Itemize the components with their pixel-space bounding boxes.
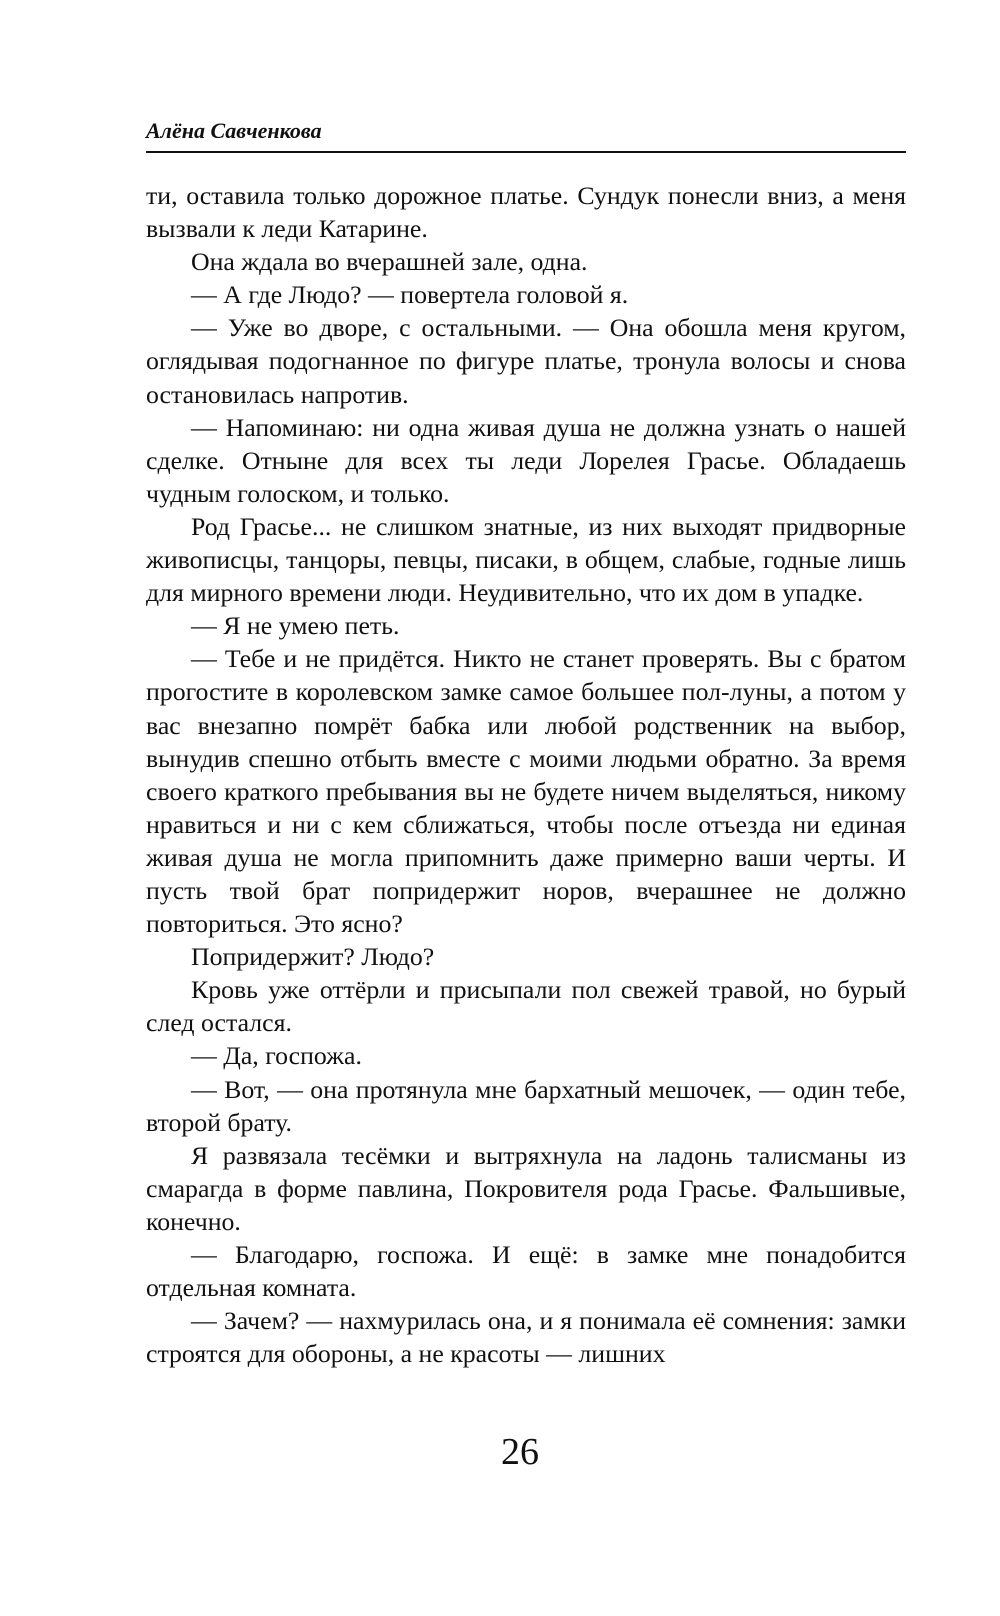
paragraph: — Вот, — она протянула мне бархатный мешочек, — один тебе, второй брату. xyxy=(146,1074,906,1137)
paragraph: — Зачем? — нахмурилась она, и я понимала её сомнения: замки строятся для обороны, а не красоты — лишних xyxy=(146,1306,906,1369)
paragraph: Кровь уже оттёрли и присыпали пол свежей травой, но бурый след остался. xyxy=(146,975,906,1038)
paragraph: — Да, госпожа. xyxy=(191,1041,362,1071)
paragraph: Попридержит? Людо? xyxy=(191,942,435,972)
page-number: 26 xyxy=(501,1431,539,1473)
paragraph: — Благодарю, госпожа. И ещё: в замке мне понадобится отдельная комната. xyxy=(146,1240,906,1303)
paragraph: — Тебе и не придётся. Никто не станет проверять. Вы с братом прогостите в королевском замке самое большее пол-луны, а потом у вас внезапно помрёт бабка или любой родственник на выбор, вынудив спешно отбыть вместе с моими людьми обратно. За время своего краткого пребывания вы не будете ничем выделяться, никому нравиться и ни с кем сближаться, чтобы после отъезда ни единая живая душа не могла припомнить даже примерно ваши черты. И пусть твой брат попридержит норов, вчерашнее не должно повториться. Это ясно? xyxy=(146,644,906,939)
paragraph: Она ждала во вчерашней зале, одна. xyxy=(191,247,588,277)
header-rule xyxy=(146,151,906,153)
paragraph: — Я не умею петь. xyxy=(191,611,400,641)
paragraph: — Уже во дворе, с остальными. — Она обошла меня кругом, оглядывая подогнанное по фигуре платье, тронула волосы и снова остановилась напротив. xyxy=(146,313,906,409)
paragraph: Я развязала тесёмки и вытряхнула на ладонь талисманы из смарагда в форме павлина, Покровителя рода Грасье. Фальшивые, конечно. xyxy=(146,1140,906,1236)
paragraph: ти, оставила только дорожное платье. Сундук понесли вниз, а меня вызвали к леди Катарине. xyxy=(146,181,906,244)
running-head-author: Алёна Савченкова xyxy=(146,118,322,143)
body-text xyxy=(146,179,906,1370)
paragraph: — А где Людо? — повертела головой я. xyxy=(191,280,629,310)
paragraph: Род Грасье... не слишком знатные, из них выходят придворные живописцы, танцоры, певцы, писаки, в общем, слабые, годные лишь для мирного времени люди. Неудивительно, что их дом в упадке. xyxy=(146,511,906,608)
paragraph: — Напоминаю: ни одна живая душа не должна узнать о нашей сделке. Отныне для всех ты леди Лорелея Грасье. Обладаешь чудным голоском, и только. xyxy=(146,412,906,508)
